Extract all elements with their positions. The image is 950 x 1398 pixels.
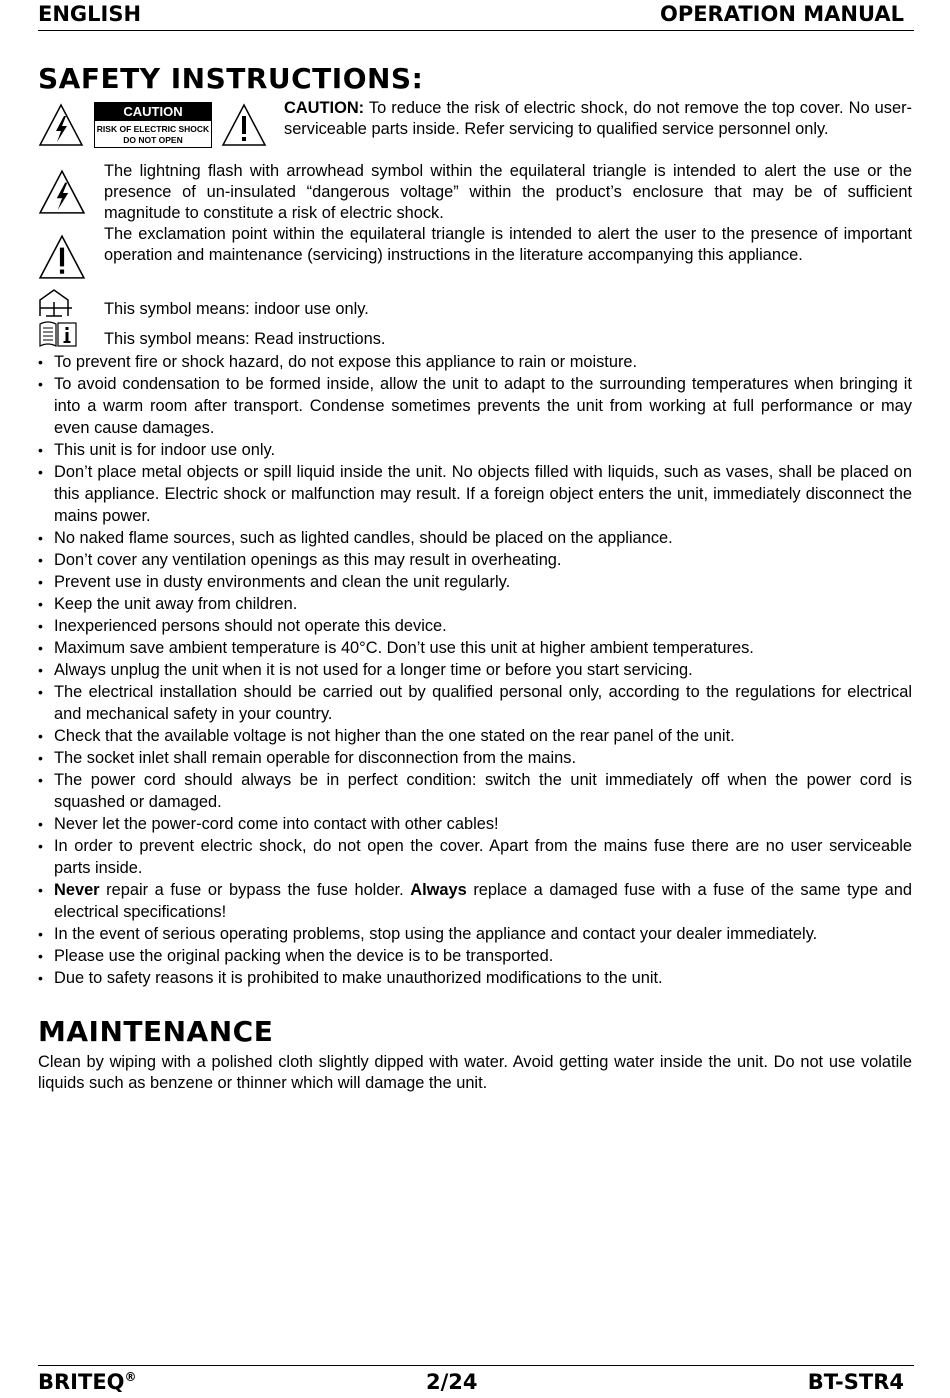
exclamation-triangle-icon (38, 233, 86, 281)
lightning-paragraph: The lightning flash with arrowhead symbol within the equilateral triangle is intended to alert the use or the presence of un-insulated “dangerous voltage” within the product’s enclosure that may be of sufficient magnitude to constitute a risk of electric shock. (104, 162, 912, 222)
fuse-end: replace a damaged fuse with a fuse of the same type and electrical specifications! (54, 881, 912, 921)
maintenance-paragraph: Clean by wiping with a polished cloth slightly dipped with water. Avoid getting water inside the unit. Do not use volatile liquids such as benzene or thinner which will damage the unit. (38, 1053, 912, 1092)
maintenance-title: MAINTENANCE (38, 1015, 274, 1048)
safety-title: SAFETY INSTRUCTIONS: (38, 62, 424, 95)
exclamation-paragraph: The exclamation point within the equilateral triangle is intended to alert the user to the presence of important operation and maintenance (servicing) instructions in the literature accompanying this appliance. (104, 225, 912, 264)
page-header (38, 0, 914, 31)
caution-label-line2: DO NOT OPEN (123, 135, 183, 145)
list-item: • Never let the power-cord come into contact with other cables! (38, 813, 912, 835)
caution-paragraph (284, 98, 912, 140)
list-item: • This unit is for indoor use only. (38, 439, 912, 461)
list-item: • Maximum save ambient temperature is 40°C. Don’t use this unit at higher ambient temperatures. (38, 637, 912, 659)
list-item-fuse (38, 879, 912, 923)
list-item: • To prevent fire or shock hazard, do not expose this appliance to rain or moisture. (38, 351, 912, 373)
language-label: ENGLISH (38, 2, 142, 26)
list-item: • Check that the available voltage is not higher than the one stated on the rear panel of the unit. (38, 725, 912, 747)
list-item: • The power cord should always be in perfect condition: switch the unit immediately off when the power cord is squashed or damaged. (38, 769, 912, 813)
list-item: • In order to prevent electric shock, do not open the cover. Apart from the mains fuse there are no user serviceable parts inside. (38, 835, 912, 879)
lightning-triangle-icon (38, 168, 86, 216)
read-instructions-text: This symbol means: Read instructions. (104, 330, 386, 348)
caution-lead: CAUTION: (284, 99, 365, 117)
list-item: • The socket inlet shall remain operable for disconnection from the mains. (38, 747, 912, 769)
caution-text: To reduce the risk of electric shock, do not remove the top cover. No user-serviceable parts inside. Refer servicing to qualified service personnel only. (284, 99, 912, 138)
caution-label-line1: RISK OF ELECTRIC SHOCK (96, 124, 210, 134)
indoor-use-text: This symbol means: indoor use only. (104, 300, 369, 318)
manual-label: OPERATION MANUAL (659, 2, 904, 26)
list-item: • No naked flame sources, such as lighted candles, should be placed on the appliance. (38, 527, 912, 549)
list-item: • Don’t cover any ventilation openings as this may result in overheating. (38, 549, 912, 571)
caution-label-top: CAUTION (95, 103, 211, 121)
brand-label (38, 1370, 137, 1394)
list-item: • The electrical installation should be carried out by qualified personal only, according to the regulations for electrical and mechanical safety in your country. (38, 681, 912, 725)
read-instructions-icon (38, 320, 78, 348)
list-item: • Always unplug the unit when it is not used for a longer time or before you start servicing. (38, 659, 912, 681)
model-label: BT-STR4 (807, 1370, 904, 1394)
fuse-always: Always (410, 881, 467, 899)
list-item: • Prevent use in dusty environments and clean the unit regularly. (38, 571, 912, 593)
lightning-triangle-icon (38, 102, 84, 148)
list-item: • Inexperienced persons should not operate this device. (38, 615, 912, 637)
indoor-use-icon (38, 288, 74, 318)
list-item: • Please use the original packing when the device is to be transported. (38, 945, 912, 967)
list-item: • Don’t place metal objects or spill liquid inside the unit. No objects filled with liquids, such as vases, shall be placed on this appliance. Electric shock or malfunction may result. If a foreign object enters the unit, immediately disconnect the mains power. (38, 461, 912, 527)
brand-name: BRITEQ (38, 1370, 125, 1394)
page-footer (38, 1365, 914, 1398)
list-item: • In the event of serious operating problems, stop using the appliance and contact your dealer immediately. (38, 923, 912, 945)
list-item: • Due to safety reasons it is prohibited to make unauthorized modifications to the unit. (38, 967, 912, 989)
list-item: • Keep the unit away from children. (38, 593, 912, 615)
page-number: 2/24 (426, 1370, 478, 1394)
safety-bullet-list (38, 351, 912, 989)
caution-label (94, 102, 212, 148)
fuse-mid: repair a fuse or bypass the fuse holder. (99, 881, 411, 899)
registered-mark: ® (124, 1370, 137, 1384)
fuse-never: Never (54, 881, 100, 899)
exclamation-triangle-icon (221, 102, 267, 148)
list-item: • To avoid condensation to be formed inside, allow the unit to adapt to the surrounding temperatures when bringing it into a warm room after transport. Condense sometimes prevents the unit from working at full performance or may even cause damages. (38, 373, 912, 439)
